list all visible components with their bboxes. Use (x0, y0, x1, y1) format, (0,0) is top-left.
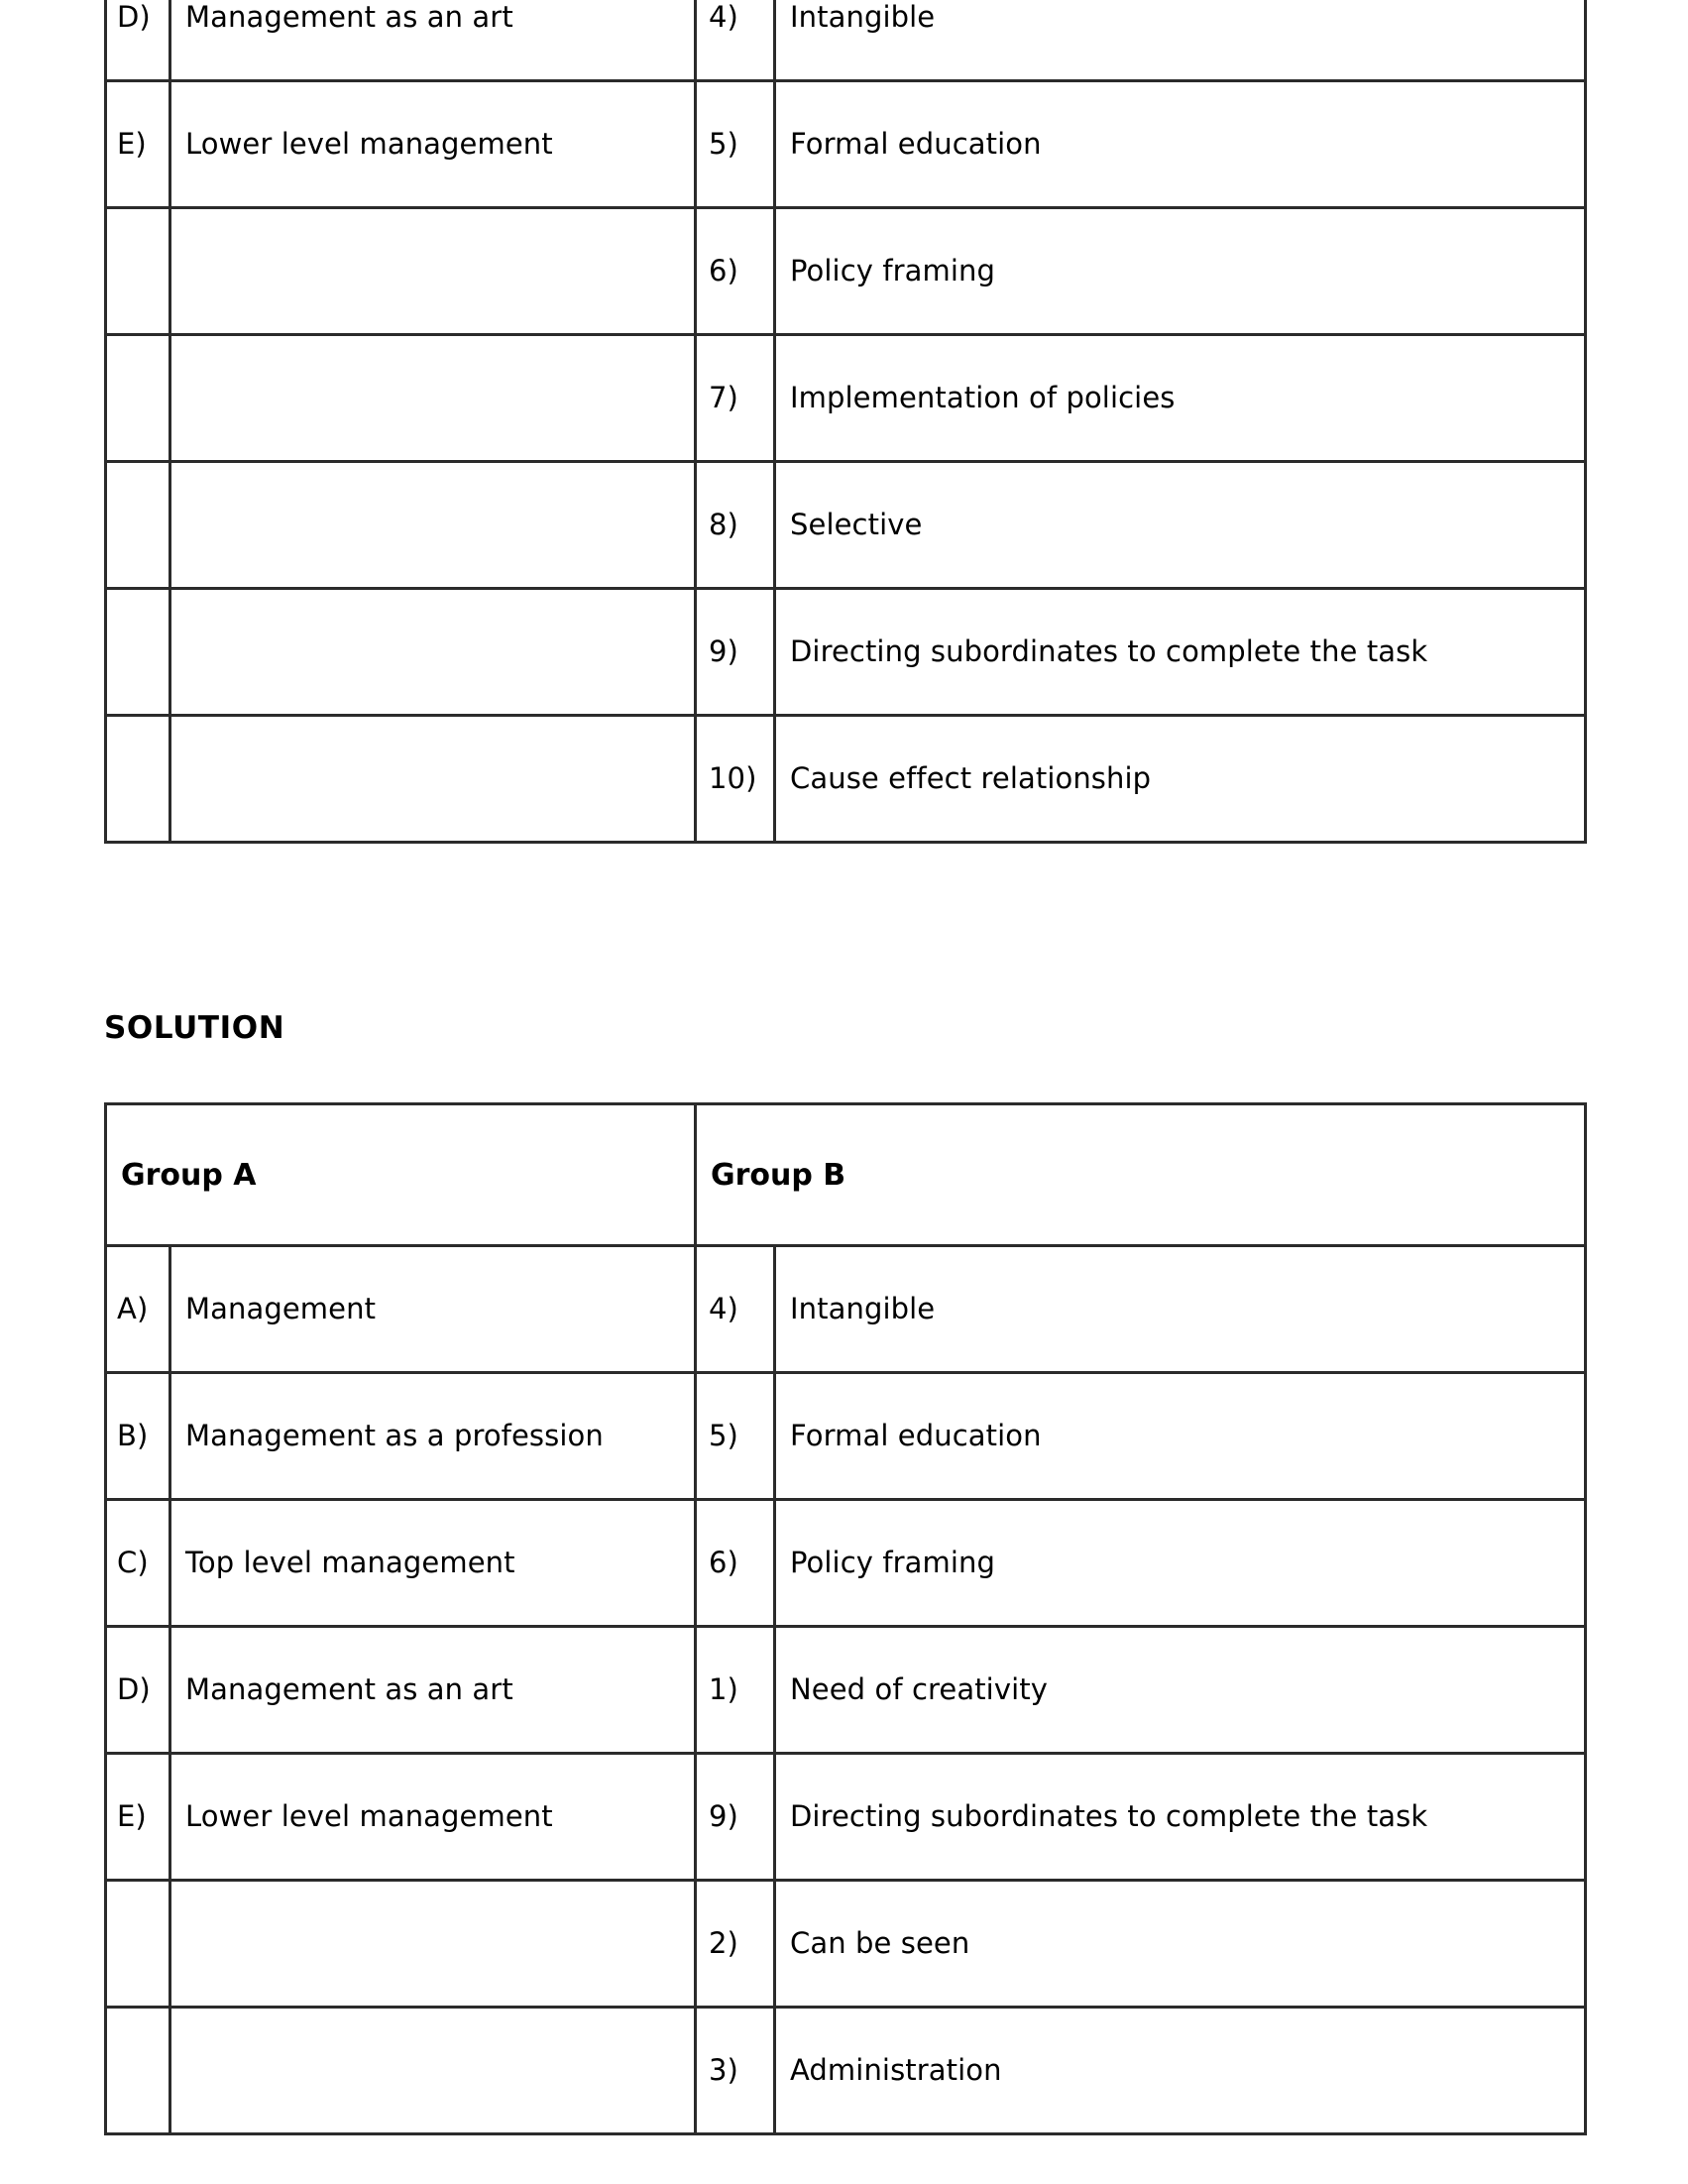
group-b-num-cell (696, 1500, 775, 1627)
table-row (106, 0, 1586, 81)
group-a-key (107, 519, 169, 531)
group-a-text: Management (185, 1292, 377, 1326)
group-b-text: Directing subordinates to complete the task (790, 634, 1428, 669)
group-b-text-cell (775, 462, 1586, 589)
group-b-num: 5) (709, 1419, 738, 1453)
group-a-key (107, 1938, 169, 1950)
group-b-num-cell (696, 1754, 775, 1881)
group-a-key: E) (117, 1799, 147, 1834)
group-a-key-cell (106, 1246, 170, 1373)
group-b-num-cell (696, 81, 775, 208)
group-b-num: 8) (709, 508, 738, 542)
group-b-num-cell (696, 1627, 775, 1754)
group-a-text-cell (170, 2008, 696, 2134)
group-a-text (171, 1938, 694, 1950)
group-b-num-cell (696, 0, 775, 81)
group-a-key (107, 646, 169, 658)
group-b-num-cell (696, 2008, 775, 2134)
group-b-text-cell (775, 1373, 1586, 1500)
group-b-num-cell (696, 462, 775, 589)
table-row (106, 1246, 1586, 1373)
group-a-text: Management as an art (185, 0, 513, 35)
table-row (106, 716, 1586, 843)
section-heading-solution: SOLUTION (104, 1010, 285, 1046)
group-a-text-cell (170, 1881, 696, 2008)
group-a-text: Top level management (185, 1546, 515, 1580)
group-a-key-cell (106, 1500, 170, 1627)
group-b-text: Selective (790, 508, 923, 542)
group-b-text: Administration (790, 2053, 1002, 2088)
group-a-text-cell (170, 208, 696, 335)
table-row (106, 462, 1586, 589)
table-row (106, 1881, 1586, 2008)
group-a-text-cell (170, 1373, 696, 1500)
group-a-text (171, 646, 694, 658)
group-a-text-cell (170, 716, 696, 843)
group-a-text (171, 519, 694, 531)
group-a-text (171, 2065, 694, 2077)
group-a-text-cell (170, 1627, 696, 1754)
group-b-header: Group B (711, 1157, 846, 1193)
group-a-key: C) (117, 1546, 149, 1580)
group-b-text: Policy framing (790, 254, 996, 288)
group-a-key-cell (106, 208, 170, 335)
group-b-text: Intangible (790, 1292, 936, 1326)
group-b-num: 5) (709, 127, 738, 162)
group-b-num-cell (696, 1881, 775, 2008)
group-b-text: Formal education (790, 1419, 1042, 1453)
group-b-text-cell (775, 716, 1586, 843)
question-match-table (104, 0, 1587, 844)
group-a-header-cell (106, 1104, 696, 1246)
group-b-text: Can be seen (790, 1926, 970, 1961)
group-b-num-cell (696, 208, 775, 335)
group-a-key: A) (117, 1292, 149, 1326)
group-a-key (107, 773, 169, 785)
group-b-num: 2) (709, 1926, 738, 1961)
group-b-num-cell (696, 1373, 775, 1500)
solution-match-table (104, 1102, 1587, 2135)
group-a-text (171, 773, 694, 785)
group-a-text: Management as an art (185, 1672, 513, 1707)
group-b-text: Implementation of policies (790, 381, 1176, 415)
group-a-key-cell (106, 2008, 170, 2134)
group-b-num-cell (696, 1246, 775, 1373)
table-row (106, 81, 1586, 208)
group-a-text-cell (170, 1246, 696, 1373)
group-b-text-cell (775, 208, 1586, 335)
group-a-key: D) (117, 1672, 151, 1707)
group-a-key-cell (106, 462, 170, 589)
table-row (106, 1754, 1586, 1881)
group-a-text: Management as a profession (185, 1419, 604, 1453)
group-b-num-cell (696, 589, 775, 716)
group-a-text (171, 393, 694, 404)
group-a-key-cell (106, 1754, 170, 1881)
group-b-text-cell (775, 2008, 1586, 2134)
group-b-text: Need of creativity (790, 1672, 1048, 1707)
group-a-key (107, 393, 169, 404)
group-a-header: Group A (121, 1157, 257, 1193)
group-a-key-cell (106, 589, 170, 716)
table-row (106, 1373, 1586, 1500)
group-b-num: 6) (709, 1546, 738, 1580)
group-a-text (171, 266, 694, 278)
group-a-key: E) (117, 127, 147, 162)
group-b-text: Cause effect relationship (790, 761, 1152, 796)
table-header-row (106, 1104, 1586, 1246)
group-a-text-cell (170, 462, 696, 589)
group-b-num: 3) (709, 2053, 738, 2088)
group-b-num-cell (696, 335, 775, 462)
group-b-text-cell (775, 589, 1586, 716)
group-b-num: 6) (709, 254, 738, 288)
group-b-text-cell (775, 1246, 1586, 1373)
group-b-text-cell (775, 1881, 1586, 2008)
group-b-text-cell (775, 335, 1586, 462)
group-b-text-cell (775, 1500, 1586, 1627)
group-a-key-cell (106, 1881, 170, 2008)
group-b-num: 7) (709, 381, 738, 415)
group-a-key: D) (117, 0, 151, 35)
group-a-key-cell (106, 335, 170, 462)
group-b-text-cell (775, 0, 1586, 81)
table-row (106, 1627, 1586, 1754)
group-a-text-cell (170, 1754, 696, 1881)
group-a-text: Lower level management (185, 1799, 553, 1834)
group-b-text-cell (775, 81, 1586, 208)
group-b-num: 4) (709, 1292, 738, 1326)
group-a-key-cell (106, 716, 170, 843)
table-row (106, 335, 1586, 462)
group-a-text-cell (170, 0, 696, 81)
group-b-text: Directing subordinates to complete the task (790, 1799, 1428, 1834)
group-b-num: 9) (709, 1799, 738, 1834)
group-a-key: B) (117, 1419, 149, 1453)
table-row (106, 589, 1586, 716)
group-a-text-cell (170, 589, 696, 716)
group-a-key-cell (106, 81, 170, 208)
group-a-text-cell (170, 1500, 696, 1627)
group-a-text: Lower level management (185, 127, 553, 162)
group-a-text-cell (170, 335, 696, 462)
group-b-num-cell (696, 716, 775, 843)
group-b-text: Policy framing (790, 1546, 996, 1580)
group-b-num: 10) (709, 761, 757, 796)
group-b-text: Formal education (790, 127, 1042, 162)
table-row (106, 1500, 1586, 1627)
table-row (106, 208, 1586, 335)
group-b-num: 1) (709, 1672, 738, 1707)
group-b-text: Intangible (790, 0, 936, 35)
group-a-text-cell (170, 81, 696, 208)
group-b-num: 9) (709, 634, 738, 669)
table-row (106, 2008, 1586, 2134)
group-b-text-cell (775, 1627, 1586, 1754)
group-b-header-cell (696, 1104, 1586, 1246)
group-a-key-cell (106, 1627, 170, 1754)
group-a-key-cell (106, 1373, 170, 1500)
group-b-text-cell (775, 1754, 1586, 1881)
group-b-num: 4) (709, 0, 738, 35)
group-a-key (107, 266, 169, 278)
group-a-key-cell (106, 0, 170, 81)
group-a-key (107, 2065, 169, 2077)
